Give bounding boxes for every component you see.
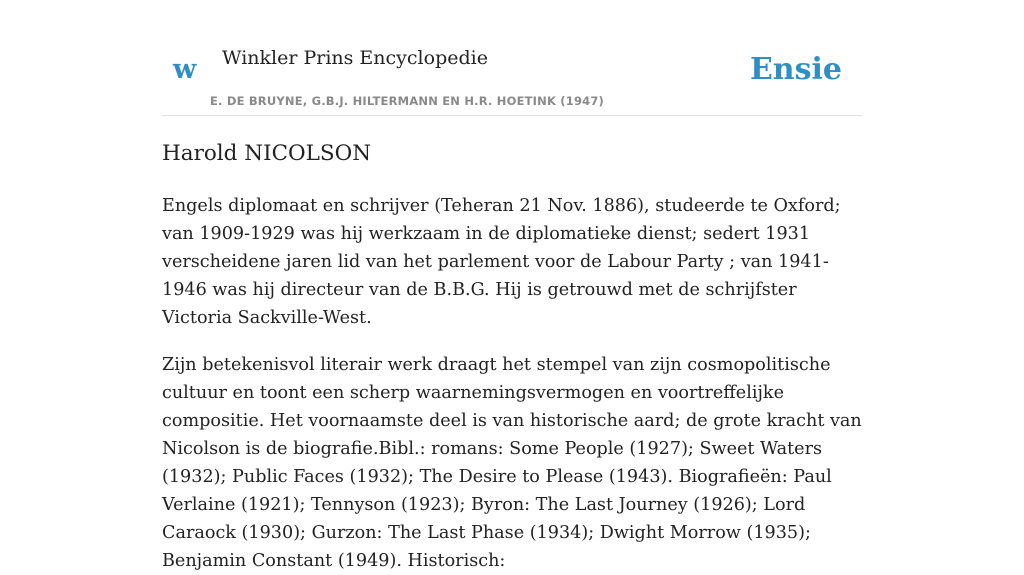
article-title: Harold NICOLSON (162, 141, 372, 166)
site-header (162, 40, 862, 116)
ensie-brand-link[interactable]: Ensie (749, 52, 842, 87)
article-paragraph: Zijn betekenisvol literair werk draagt het stempel van zijn cosmopolitische cultuur en toont een scherp waarnemingsvermogen en voortreffelijke compositie. Het voornaamste deel is van historische aard; de grote kracht van Nicolson is de biografie.Bibl.: romans: Some People (1927); Sweet Waters (1932); Public Faces (1932); The Desire to Please (1943). Biografieën: Paul Verlaine (1921); Tennyson (1923); Byron: The Last Journey (1926); Lord Caraock (1930); Gurzon: The Last Phase (1934); Dwight Morrow (1935); Benjamin Constant (1949). Historisch: (162, 355, 862, 571)
site-title[interactable]: Winkler Prins Encyclopedie (222, 47, 488, 69)
article (162, 138, 862, 575)
site-logo[interactable]: w (173, 54, 197, 85)
article-paragraph: Engels diplomaat en schrijver (Teheran 21 Nov. 1886), studeerde te Oxford; van 1909-1929 was hij werkzaam in de diplomatieke dienst; sedert 1931 verscheidene jaren lid van het parlement voor de Labour Party ; van 1941-1946 was hij directeur van de B.B.G. Hij is getrouwd met de schrijfster Victoria Sackville-West. (162, 196, 841, 328)
site-authors: E. DE BRUYNE, G.B.J. HILTERMANN EN H.R. HOETINK (1947) (210, 94, 605, 108)
